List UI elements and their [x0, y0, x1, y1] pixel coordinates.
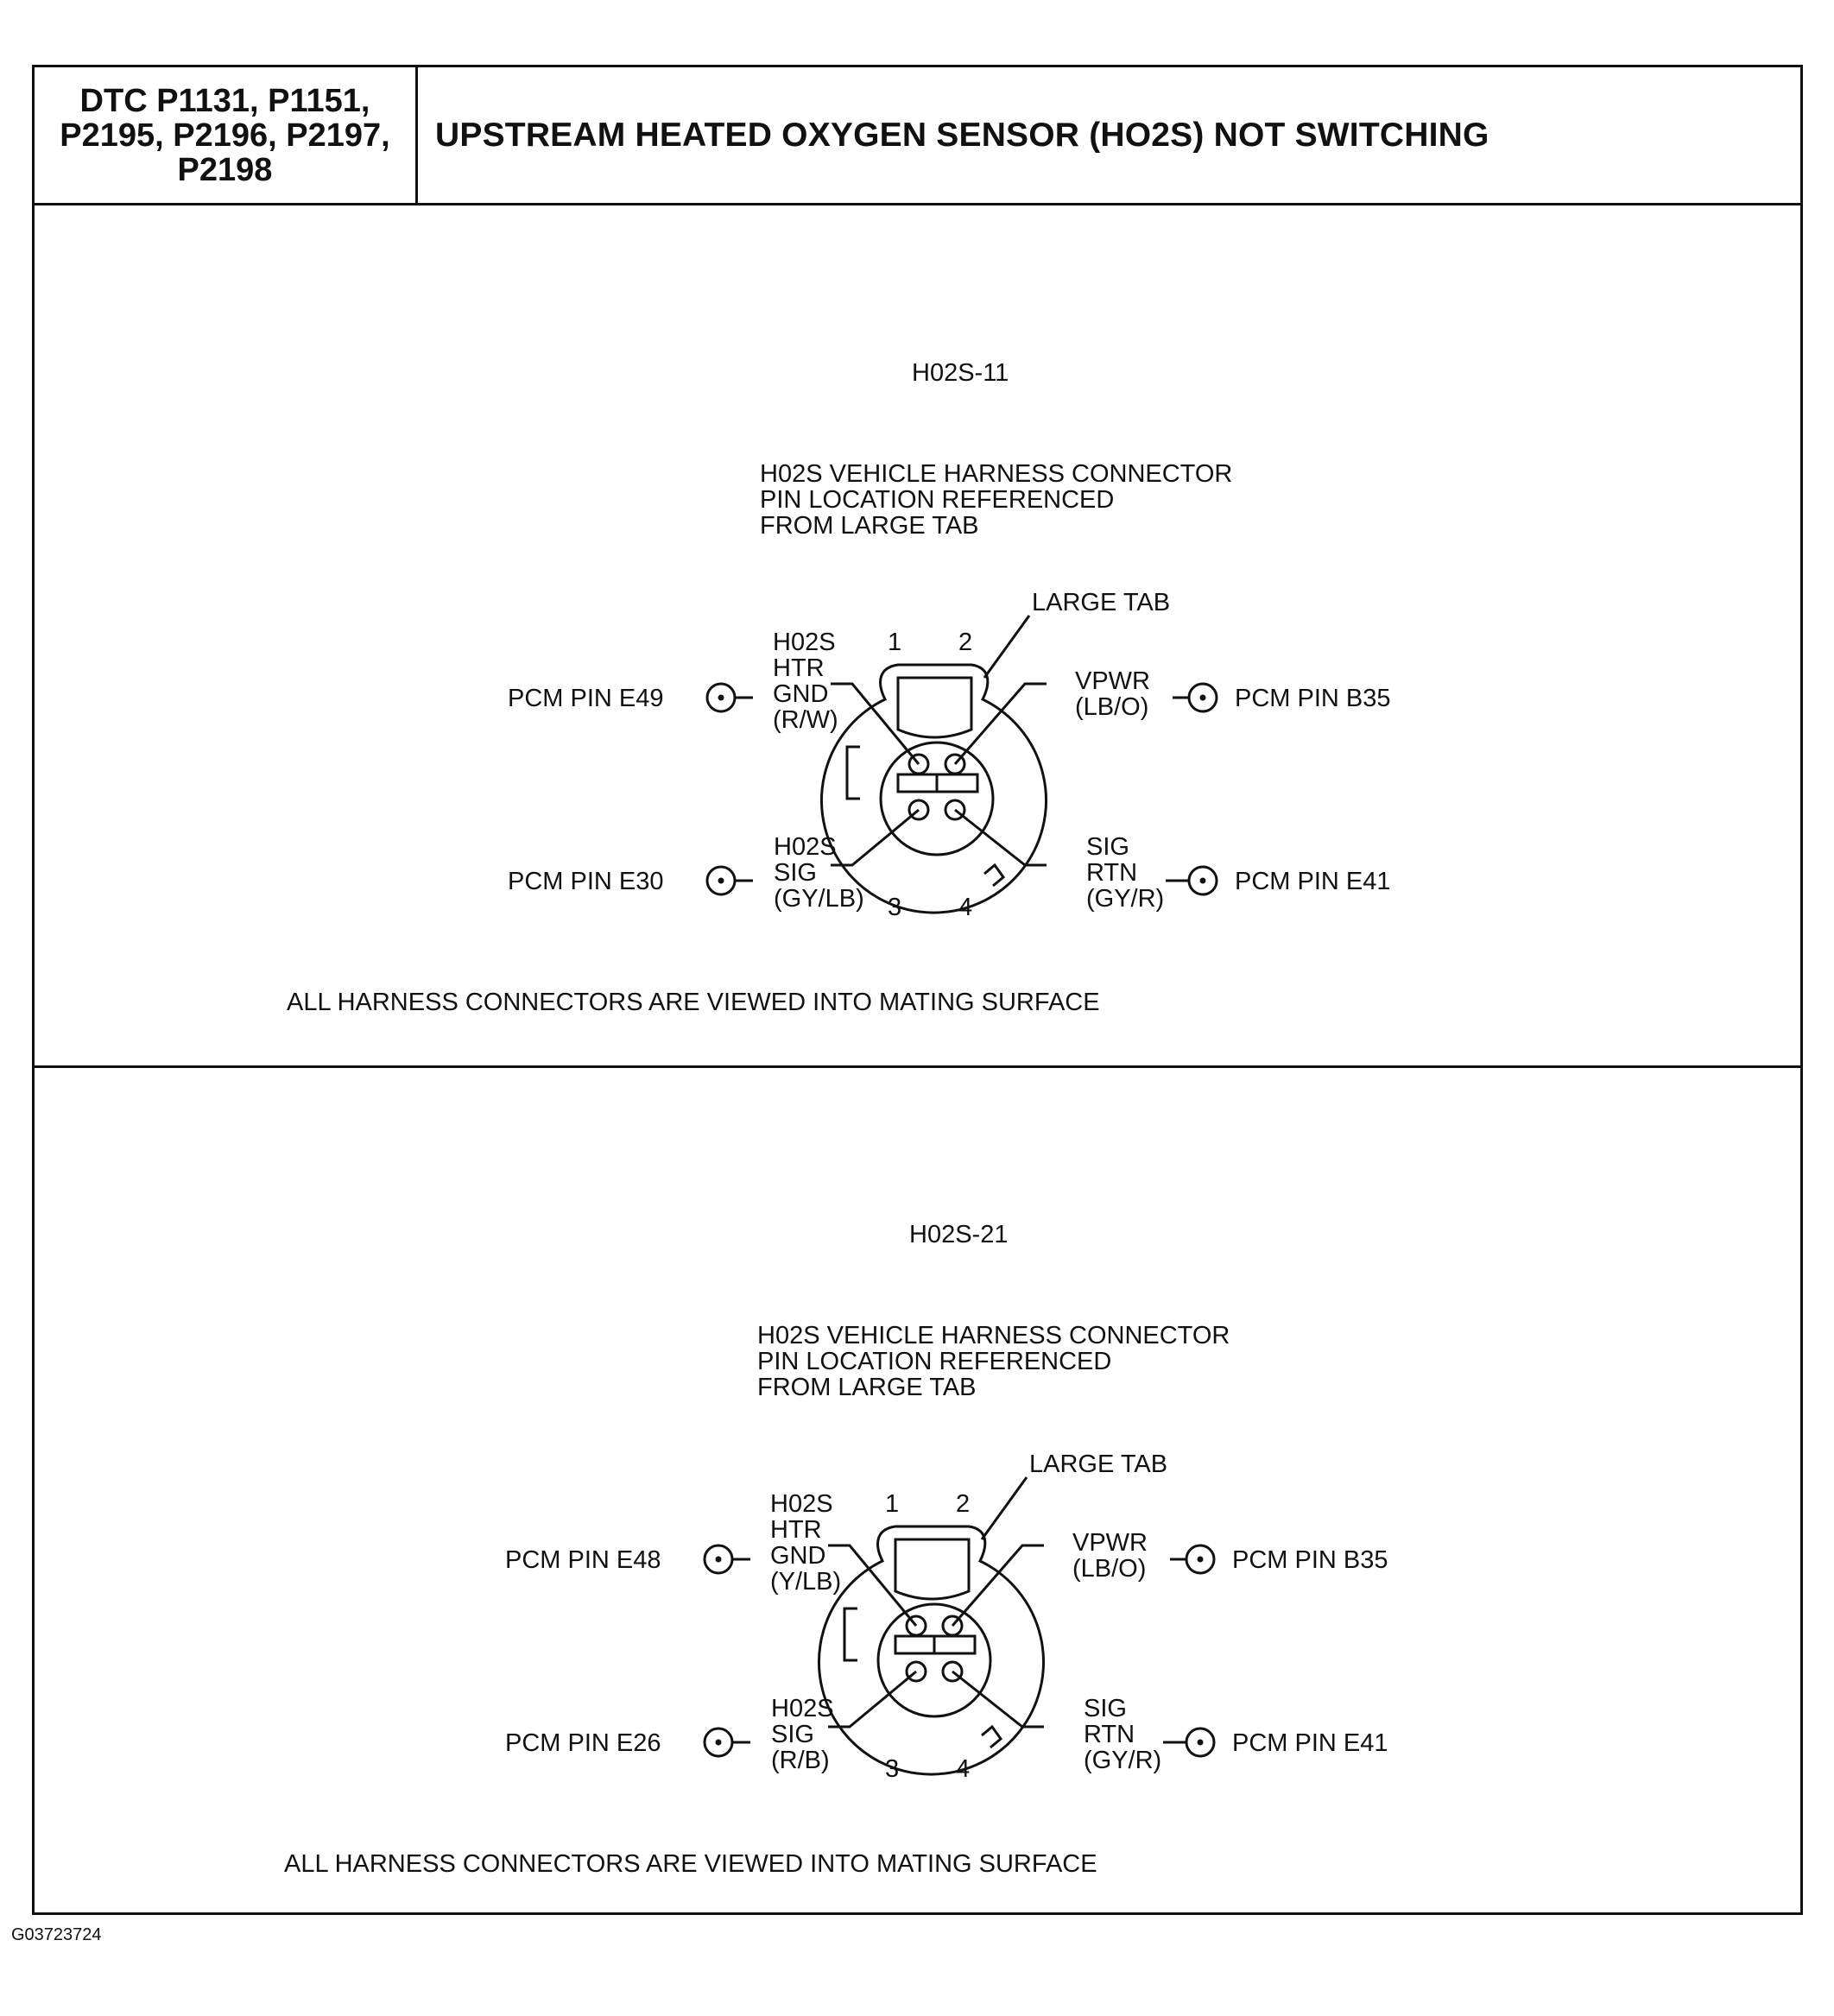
large-tab-leader	[984, 616, 1029, 678]
pin3-label-line: (R/B)	[771, 1747, 830, 1774]
dtc-code-cell	[35, 67, 418, 203]
caption-line: PIN LOCATION REFERENCED	[760, 486, 1115, 514]
pin-number: 4	[956, 1755, 971, 1783]
pin-number: 3	[885, 1755, 900, 1783]
pin3-leader	[831, 810, 919, 865]
pin1-label-line: H02S	[773, 629, 836, 656]
dtc-code-line: P2195, P2196, P2197,	[60, 117, 390, 154]
pcm-pin-label: PCM PIN E49	[508, 685, 664, 712]
pin3-label-line: SIG	[771, 1721, 814, 1748]
viewing-note: ALL HARNESS CONNECTORS ARE VIEWED INTO MATING SURFACE	[287, 989, 1100, 1016]
pin3-label-line: (GY/LB)	[774, 885, 864, 913]
pin2-label-line: VPWR	[1075, 667, 1150, 695]
pin4-label-line: (GY/R)	[1086, 885, 1165, 913]
caption-line: FROM LARGE TAB	[760, 512, 979, 540]
pin-number: 1	[888, 629, 902, 656]
pin1-label-line: (R/W)	[773, 706, 838, 734]
large-tab-leader	[982, 1477, 1027, 1539]
caption-line: PIN LOCATION REFERENCED	[757, 1348, 1112, 1375]
pin1-label-line: GND	[773, 680, 829, 708]
figure-code: G03723724	[11, 1925, 102, 1944]
pin-number: 1	[885, 1490, 900, 1518]
pin4-label-line: RTN	[1086, 859, 1138, 887]
pin-number: 2	[958, 629, 973, 656]
pin3-label-line: H02S	[774, 833, 837, 861]
pcm-pin-label: PCM PIN E41	[1235, 868, 1391, 895]
diagram-frame	[32, 65, 1803, 1915]
viewing-note: ALL HARNESS CONNECTORS ARE VIEWED INTO MATING SURFACE	[284, 1850, 1097, 1878]
connector-body	[822, 665, 1047, 913]
connector-diagram	[35, 203, 1800, 1066]
pcm-pin-label: PCM PIN E41	[1232, 1729, 1388, 1757]
connector-diagram	[35, 1068, 1800, 1910]
dtc-code-line: DTC P1131, P1151,	[79, 82, 370, 119]
pcm-pin-label: PCM PIN E48	[505, 1546, 661, 1574]
pin-number: 2	[956, 1490, 971, 1518]
large-tab-label: LARGE TAB	[1029, 1450, 1168, 1478]
page-title: UPSTREAM HEATED OXYGEN SENSOR (HO2S) NOT SWITCHING	[435, 116, 1489, 154]
connector-panel-h02s-21	[35, 1068, 1800, 1912]
pin4-label-line: (GY/R)	[1084, 1747, 1162, 1774]
sensor-label: H02S-11	[912, 359, 1009, 387]
caption-line: H02S VEHICLE HARNESS CONNECTOR	[757, 1322, 1230, 1349]
pin4-label-line: SIG	[1084, 1695, 1127, 1722]
pcm-pin-label: PCM PIN B35	[1232, 1546, 1388, 1574]
caption-line: FROM LARGE TAB	[757, 1374, 977, 1401]
connector-panel-h02s-11	[35, 203, 1800, 1068]
pcm-pin-label: PCM PIN B35	[1235, 685, 1391, 712]
title-cell	[418, 67, 1800, 203]
connector-body	[819, 1526, 1044, 1774]
sensor-label: H02S-21	[909, 1221, 1009, 1248]
caption-line: H02S VEHICLE HARNESS CONNECTOR	[760, 460, 1233, 488]
pin1-label-line: HTR	[773, 654, 825, 682]
pin1-label-line: H02S	[770, 1490, 833, 1518]
pin2-label-line: (LB/O)	[1075, 693, 1149, 721]
pin2-label-line: (LB/O)	[1072, 1555, 1147, 1583]
pin1-label-line: (Y/LB)	[770, 1568, 842, 1596]
pin4-leader	[955, 810, 1047, 865]
dtc-code-line: P2198	[177, 151, 273, 188]
pin-number: 3	[888, 894, 902, 921]
pin3-leader	[828, 1672, 916, 1727]
large-tab-label: LARGE TAB	[1032, 589, 1171, 616]
pcm-pin-label: PCM PIN E30	[508, 868, 664, 895]
pin3-label-line: SIG	[774, 859, 817, 887]
header-row	[35, 67, 1800, 205]
pin1-label-line: GND	[770, 1542, 826, 1570]
pin1-label-line: HTR	[770, 1516, 822, 1544]
pin3-label-line: H02S	[771, 1695, 834, 1722]
pin4-label-line: SIG	[1086, 833, 1129, 861]
pin-number: 4	[958, 894, 973, 921]
pcm-pin-label: PCM PIN E26	[505, 1729, 661, 1757]
pin4-leader	[952, 1672, 1044, 1727]
pin2-label-line: VPWR	[1072, 1529, 1148, 1557]
pin4-label-line: RTN	[1084, 1721, 1135, 1748]
